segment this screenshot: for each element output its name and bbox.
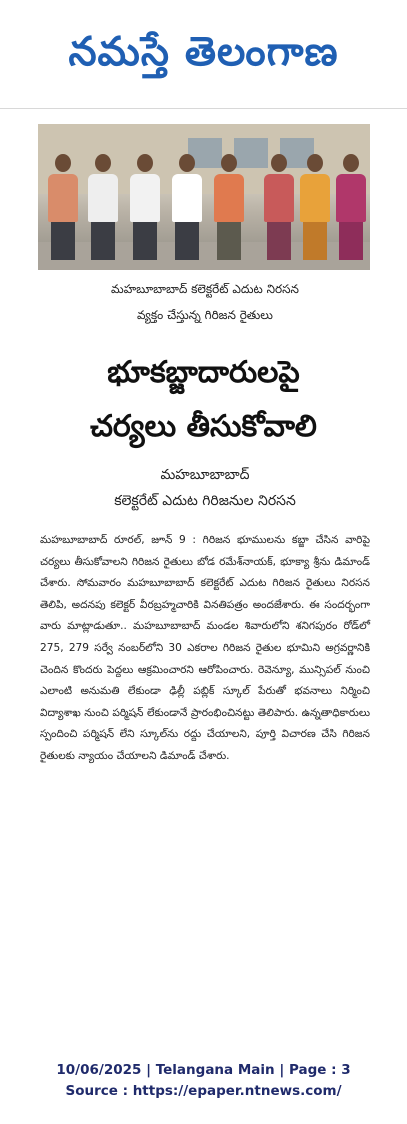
caption-line: వ్యక్తం చేస్తున్న గిరిజన రైతులు bbox=[137, 308, 273, 322]
photo-person bbox=[300, 154, 330, 260]
newspaper-logo: నమస్తే తెలంగాణ bbox=[68, 29, 339, 75]
subheadline bbox=[20, 462, 390, 514]
headline-line: చర్యలు తీసుకోవాలి bbox=[90, 409, 317, 444]
photo-person bbox=[214, 154, 244, 260]
headline bbox=[4, 346, 403, 454]
photo-person bbox=[264, 154, 294, 260]
subheadline-line: మహబూబాబాద్ bbox=[160, 467, 250, 483]
masthead bbox=[0, 0, 407, 109]
subheadline-line: కలెక్టరేట్ ఎదుట గిరిజనుల నిరసన bbox=[114, 493, 296, 509]
photo-person bbox=[88, 154, 118, 260]
headline-line: భూకబ్జాదారులపై bbox=[107, 355, 300, 390]
photo-person bbox=[172, 154, 202, 260]
footer-source-line: Source : https://epaper.ntnews.com/ bbox=[65, 1083, 342, 1099]
photo-person bbox=[336, 154, 366, 260]
news-photo bbox=[38, 124, 370, 270]
source-footer bbox=[0, 1060, 407, 1102]
photo-person bbox=[48, 154, 78, 260]
photo-person bbox=[130, 154, 160, 260]
photo-caption bbox=[40, 276, 370, 328]
caption-line: మహబూబాబాద్ కలెక్టరేట్ ఎదుట నిరసన bbox=[111, 282, 299, 296]
article-body: మహబూబాబాద్ రూరల్, జూన్ 9 : గిరిజన భూములను కబ్జా చేసిన వారిపై చర్యలు తీసుకోవాలని గిరిజన రైతులు బోడ రమేశ్‌నాయక్, భూక్యా శ్రీను డిమాండ్ చేశారు. సోమవారం మహబూబాబాద్ కలెక్టరేట్ ఎదుట గిరిజన రైతులు నిరసన తెలిపి, అదనపు కలెక్టర్ వీరబ్రహ్మచారికి వినతిపత్రం అందజేశారు. ఈ సందర్భంగా వారు మాట్లాడుతూ.. మహబూబాబాద్ మండల శివారులోని శనిగపురం రోడ్‌లో 275, 279 సర్వే నంబర్‌లోని 30 ఎకరాల గిరిజన రైతుల భూమిని అగ్రవర్ణానికి చెందిన కొందరు పెద్దలు ఆక్రమించారని ఆరోపించారు. రెవెన్యూ, మున్సిపల్ నుంచి ఎలాంటి అనుమతి లేకుండా ఢిల్లీ పబ్లిక్ స్కూల్ పేరుతో భవనాలు నిర్మించి విద్యాశాఖ నుంచి పర్మిషన్ లేకుండానే ప్రారంభించినట్టు తెలిపారు. ఉన్నతాధికారులు స్పందించి పర్మిషన్ లేని స్కూల్‌ను రద్దు చేయాలని, పూర్తి విచారణ చేసి గిరిజన రైతులకు న్యాయం చేయాలని డిమాండ్ చేశారు. bbox=[40, 534, 370, 762]
footer-date-line: 10/06/2025 | Telangana Main | Page : 3 bbox=[56, 1062, 351, 1078]
